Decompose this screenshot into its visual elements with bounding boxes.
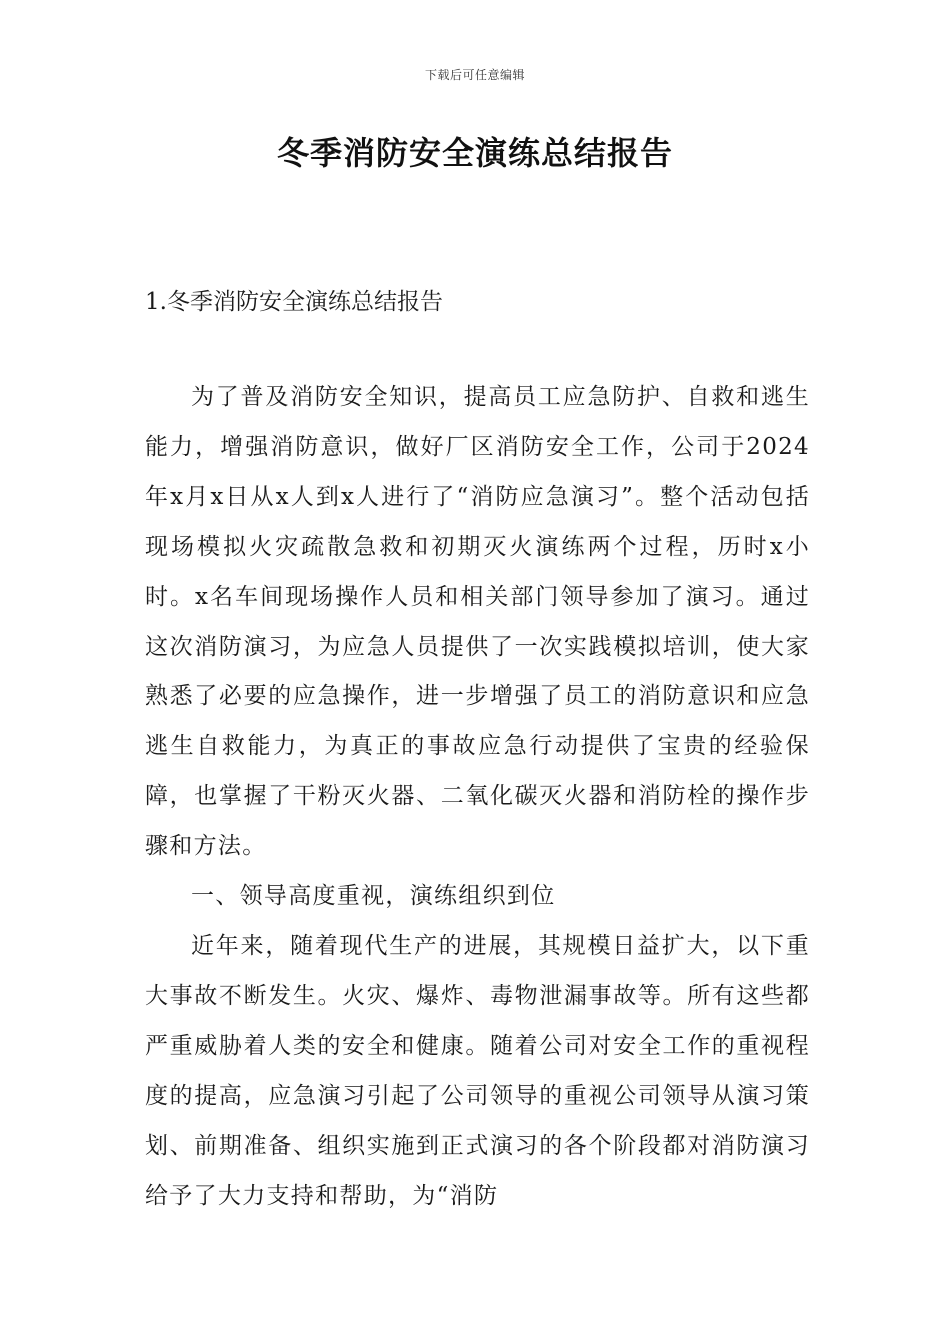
body-text [145,373,810,1221]
paragraph-background: 近年来，随着现代生产的进展，其规模日益扩大，以下重大事故不断发生。火灾、爆炸、毒物泄漏事故等。所有这些都严重威胁着人类的安全和健康。随着公司对安全工作的重视程度的提高，应急演习引起了公司领导的重视公司领导从演习策划、前期准备、组织实施到正式演习的各个阶段都对消防演习给予了大力支持和帮助，为“消防 [145,932,810,1209]
paragraph-subheading: 一、领导高度重视，演练组织到位 [191,883,556,910]
header-note: 下载后可任意编辑 [424,68,525,82]
document-title: 冬季消防安全演练总结报告 [276,134,673,172]
paragraph-intro: 为了普及消防安全知识，提高员工应急防护、自救和逃生能力，增强消防意识，做好厂区消防安全工作，公司于2024年x月x日从x人到x人进行了“消防应急演习”。整个活动包括现场模拟火灾疏散急救和初期灭火演练两个过程，历时x小时。x名车间现场操作人员和相关部门领导参加了演习。通过这次消防演习，为应急人员提供了一次实践模拟培训，使大家熟悉了必要的应急操作，进一步增强了员工的消防意识和应急逃生自救能力，为真正的事故应急行动提供了宝贵的经验保障，也掌握了干粉灭火器、二氧化碳灭火器和消防栓的操作步骤和方法。 [145,384,810,860]
section-heading: 1.冬季消防安全演练总结报告 [145,289,443,315]
